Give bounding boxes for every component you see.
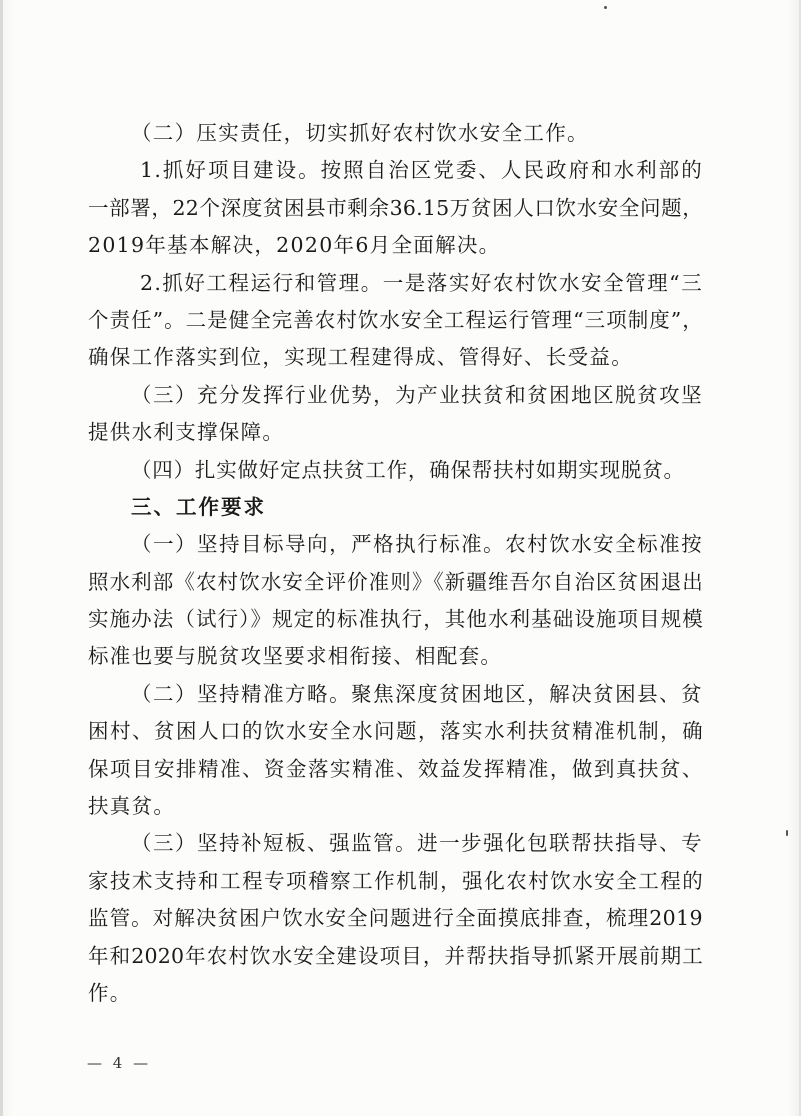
paragraph-line: 困村、贫困人口的饮水安全水问题，落实水利扶贫精准机制，确 [88, 719, 703, 744]
requirement-heading-2: （二）坚持精准方略。聚焦深度贫困地区，解决贫困县、贫 [131, 681, 703, 706]
section-heading-2: （二）压实责任，切实抓好农村饮水安全工作。 [131, 121, 589, 145]
paragraph-line: 个责任”。二是健全完善农村饮水安全工程运行管理“三项制度”， [88, 307, 703, 332]
requirement-heading-3: （三）坚持补短板、强监管。进一步强化包联帮扶指导、专 [131, 831, 703, 856]
section-heading-3: （三）充分发挥行业优势，为产业扶贫和贫困地区脱贫攻坚 [131, 382, 703, 407]
paragraph-line: 确保工作落实到位，实现工程建得成、管得好、长受益。 [88, 345, 633, 370]
paragraph-line: 家技术支持和工程专项稽察工作机制，强化农村饮水安全工程的 [88, 868, 703, 893]
paragraph-line: 标准也要与脱贫攻坚要求相衔接、相配套。 [88, 644, 503, 669]
paragraph-line: 年和2020年农村饮水安全建设项目，并帮扶指导抓紧开展前期工 [88, 943, 703, 968]
document-body [88, 115, 703, 1012]
paragraph-line: 1.抓好项目建设。按照自治区党委、人民政府和水利部的 [140, 158, 703, 183]
paragraph-line: 作。 [88, 980, 132, 1005]
paragraph-line: 保项目安排精准、资金落实精准、效益发挥精准，做到真扶贫、 [88, 756, 703, 781]
chapter-heading: 三、工作要求 [131, 494, 266, 519]
paragraph-line: 2019年基本解决，2020年6月全面解决。 [88, 233, 501, 258]
paragraph-line: 实施办法（试行）》规定的标准执行，其他水利基础设施项目规模 [88, 607, 703, 632]
page-number: — 4 — [87, 1054, 152, 1072]
requirement-heading-1: （一）坚持目标导向，严格执行标准。农村饮水安全标准按 [131, 532, 703, 557]
paragraph-line: 监管。对解决贫困户饮水安全问题进行全面摸底排查，梳理2019 [88, 906, 703, 931]
paragraph-line: 2.抓好工程运行和管理。一是落实好农村饮水安全管理“三 [140, 270, 703, 295]
paragraph-line: 提供水利支撑保障。 [88, 420, 285, 445]
scan-speck [604, 6, 607, 9]
paragraph-line: 一部署，22个深度贫困县市剩余36.15万贫困人口饮水安全问题， [88, 195, 703, 220]
section-heading-4: （四）扎实做好定点扶贫工作，确保帮扶村如期实现脱贫。 [131, 457, 685, 482]
binding-edge [0, 0, 3, 1116]
scan-speck [786, 830, 788, 836]
paragraph-line: 扶真贫。 [88, 794, 176, 819]
paragraph-line: 照水利部《农村饮水安全评价准则》《新疆维吾尔自治区贫困退出 [88, 569, 703, 594]
